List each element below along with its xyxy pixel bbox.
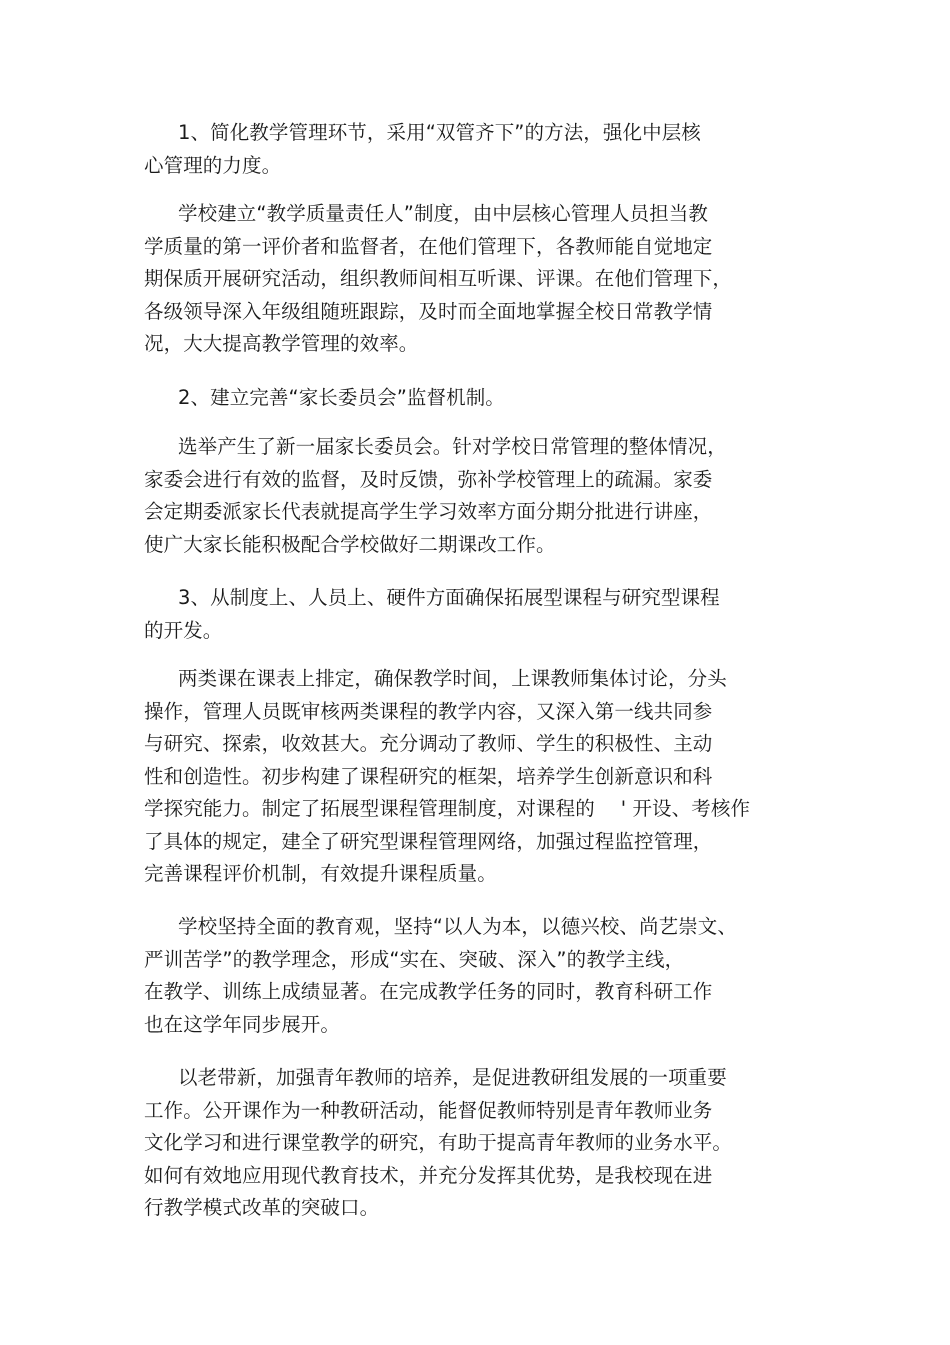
paragraph-7 [144,911,824,1041]
text-line: 工作。公开课作为一种教研活动，能督促教师特别是青年教师业务 [144,1098,713,1122]
text-line: 以老带新，加强青年教师的培养，是促进教研组发展的一项重要 [178,1066,727,1089]
text-line: 的开发。 [144,618,223,642]
text-line: 行教学模式改革的突破口。 [144,1196,380,1219]
text-line: 心管理的力度。 [144,153,282,177]
text-line: 使广大家长能积极配合学校做好二期课改工作。 [144,532,556,556]
text-line: 各级领导深入年级组随班跟踪，及时而全面地掌握全校日常教学情 [144,299,713,323]
paragraph-1-heading [144,117,824,182]
paragraph-2 [144,198,824,361]
text-line: 学探究能力。制定了拓展型课程管理制度，对课程的 ' 开设、考核作 [144,797,751,820]
text-line: 两类课在课表上排定，确保教学时间，上课教师集体讨论，分头 [178,667,727,690]
paragraph-3-heading [144,382,824,415]
paragraph-4 [144,431,824,561]
text-line: 2、建立完善“家长委员会”监督机制。 [178,386,505,409]
text-line: 完善课程评价机制，有效提升课程质量。 [144,862,497,885]
text-line: 会定期委派家长代表就提高学生学习效率方面分期分批进行讲座， [144,500,713,523]
text-line: 学校建立“教学质量责任人”制度，由中层核心管理人员担当教 [178,202,709,225]
text-line: 选举产生了新一届家长委员会。针对学校日常管理的整体情况， [178,435,727,458]
text-line: 性和创造性。初步构建了课程研究的框架，培养学生创新意识和科 [144,764,713,788]
text-line: 在教学、训练上成绩显著。在完成教学任务的同时，教育科研工作 [144,980,713,1003]
text-line: 严训苦学”的教学理念，形成“实在、突破、深入”的教学主线， [144,947,685,971]
text-line: 家委会进行有效的监督，及时反馈，弥补学校管理上的疏漏。家委 [144,467,713,491]
text-line: 与研究、探索，收效甚大。充分调动了教师、学生的积极性、主动 [144,732,713,755]
paragraph-8 [144,1062,824,1225]
text-line: 操作，管理人员既审核两类课程的教学内容，又深入第一线共同参 [144,699,713,723]
text-line: 1、简化教学管理环节，采用“双管齐下”的方法，强化中层核 [178,121,701,144]
text-line: 文化学习和进行课堂教学的研究，有助于提高青年教师的业务水平。 [144,1131,733,1154]
paragraph-5-heading [144,582,824,647]
text-line: 3、从制度上、人员上、硬件方面确保拓展型课程与研究型课程 [178,586,720,609]
paragraph-6 [144,663,824,891]
text-line: 也在这学年同步展开。 [144,1012,341,1036]
text-line: 如何有效地应用现代教育技术，并充分发挥其优势，是我校现在进 [144,1163,713,1187]
text-line: 期保质开展研究活动，组织教师间相互听课、评课。在他们管理下， [144,267,733,290]
text-line: 了具体的规定，建全了研究型课程管理网络，加强过程监控管理， [144,829,713,853]
text-line: 学质量的第一评价者和监督者，在他们管理下，各教师能自觉地定 [144,234,713,258]
text-line: 况，大大提高教学管理的效率。 [144,332,419,355]
text-line: 学校坚持全面的教育观，坚持“以人为本，以德兴校、尚艺崇文、 [178,915,738,938]
